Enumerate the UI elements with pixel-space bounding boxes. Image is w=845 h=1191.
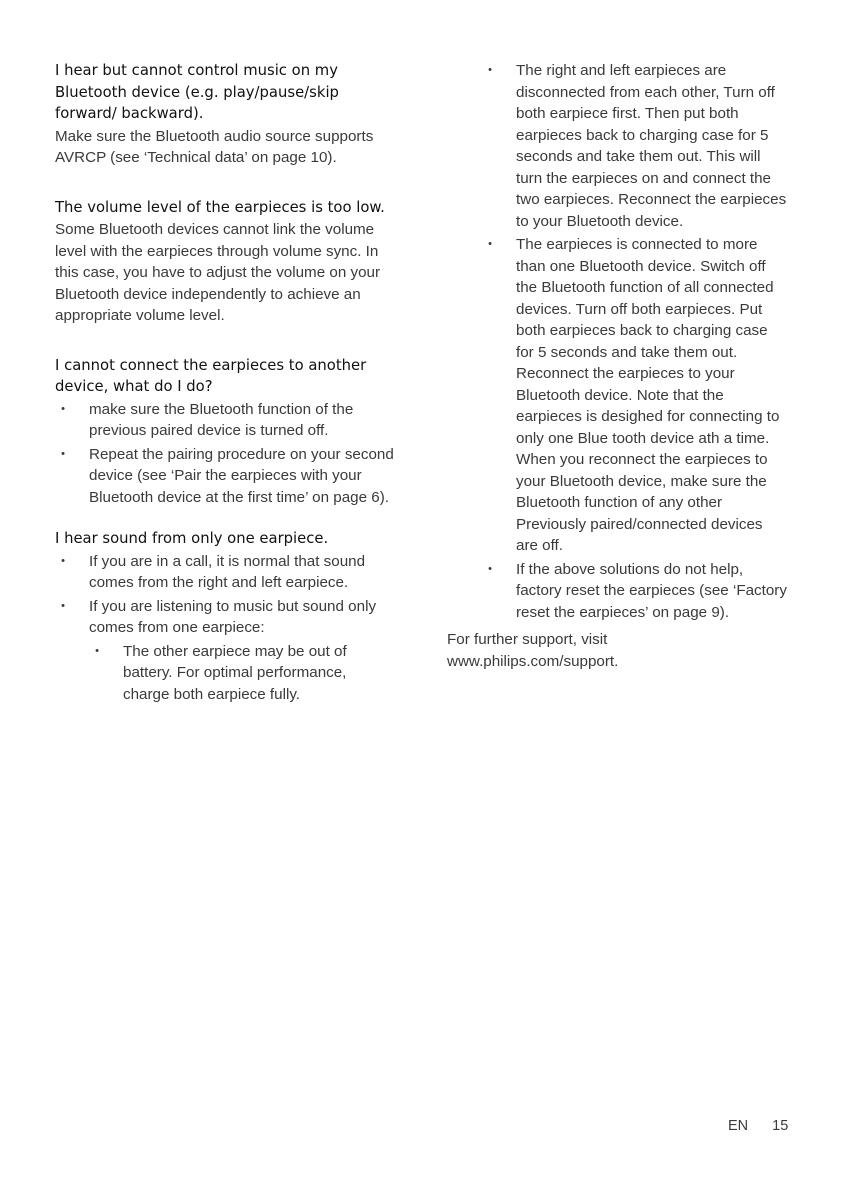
language-code: EN [728,1118,749,1134]
list-item [55,399,395,442]
left-column [55,60,395,725]
bullet-icon: • [61,554,65,567]
support-line: For further support, visit [447,631,608,648]
bullet-list [447,60,787,623]
list-item-text: If you are in a call, it is normal that sound comes from the right and left earpiece. [89,552,366,591]
list-item-text: The other earpiece may be out of battery. For optimal performance, charge both earpiece fully. [123,642,347,703]
list-item [482,234,787,557]
bullet-icon: • [488,64,492,76]
section-body: Make sure the Bluetooth audio source supports AVRCP (see ‘Technical data’ on page 10). [55,127,374,166]
bullet-icon: • [488,238,492,250]
bullet-icon: • [61,447,65,460]
list-item-text: make sure the Bluetooth function of the previous paired device is turned off. [89,400,354,439]
sub-bullet-list [89,641,395,706]
list-item-text: If the above solutions do not help, factory reset the earpieces (see ‘Factory reset the earpieces’ on page 9). [516,560,787,621]
list-item [482,559,787,624]
support-link[interactable]: www.philips.com/support. [447,652,619,670]
section-cannot-connect [55,355,395,509]
list-item [89,641,395,706]
list-item-text: Repeat the pairing procedure on your second device (see ‘Pair the earpieces with your Bluetooth device at the first time’ on page 6). [89,445,394,506]
list-item-text: If you are listening to music but sound only comes from one earpiece: [89,597,377,636]
list-item [55,551,395,594]
list-item-text: The right and left earpieces are disconnected from each other, Turn off both earpiece first. Then put both earpieces back to charging case for 5 seconds and take them out. This will turn the earpieces on and connect the two earpieces. Reconnect the earpieces to your Bluetooth device. [516,62,787,230]
list-item-text: The earpieces is connected to more than one Bluetooth device. Switch off the Bluetooth function of all connected devices. Turn off both earpieces. Put both earpieces back to charging case for 5 seconds and take them out. Reconnect the earpieces to your Bluetooth device. Note that the earpieces is desighed for connecting to only one Blue tooth device ath a time. When you reconnect the earpieces to your Bluetooth device, make sure the Bluetooth function of any other Previously paired/connected devices are off. [516,236,780,554]
bullet-list [55,551,395,706]
bullet-icon: • [488,562,492,575]
bullet-icon: • [61,599,65,612]
page-footer [728,1118,788,1134]
bullet-list [55,399,395,509]
section-heading: I hear sound from only one earpiece. [55,530,329,547]
section-heading: I cannot connect the earpieces to another device, what do I do? [55,356,367,395]
section-one-earpiece [55,528,395,705]
right-column [447,60,787,672]
bullet-icon: • [61,402,65,415]
section-heading: I hear but cannot control music on my Bluetooth device (e.g. play/pause/skip forward/ backward). [55,62,339,122]
list-item [482,60,787,232]
section-cannot-control-music [55,60,395,169]
page-number: 15 [772,1118,789,1134]
bullet-icon: • [95,644,99,657]
section-heading: The volume level of the earpieces is too low. [55,198,385,216]
section-volume-too-low [55,197,395,327]
support-text [447,629,787,672]
section-body: Some Bluetooth devices cannot link the volume level with the earpieces through volume sync. In this case, you have to adjust the volume on your Bluetooth device independently to achieve an appropriate volume level. [55,221,381,324]
list-item [55,596,395,706]
list-item [55,444,395,509]
